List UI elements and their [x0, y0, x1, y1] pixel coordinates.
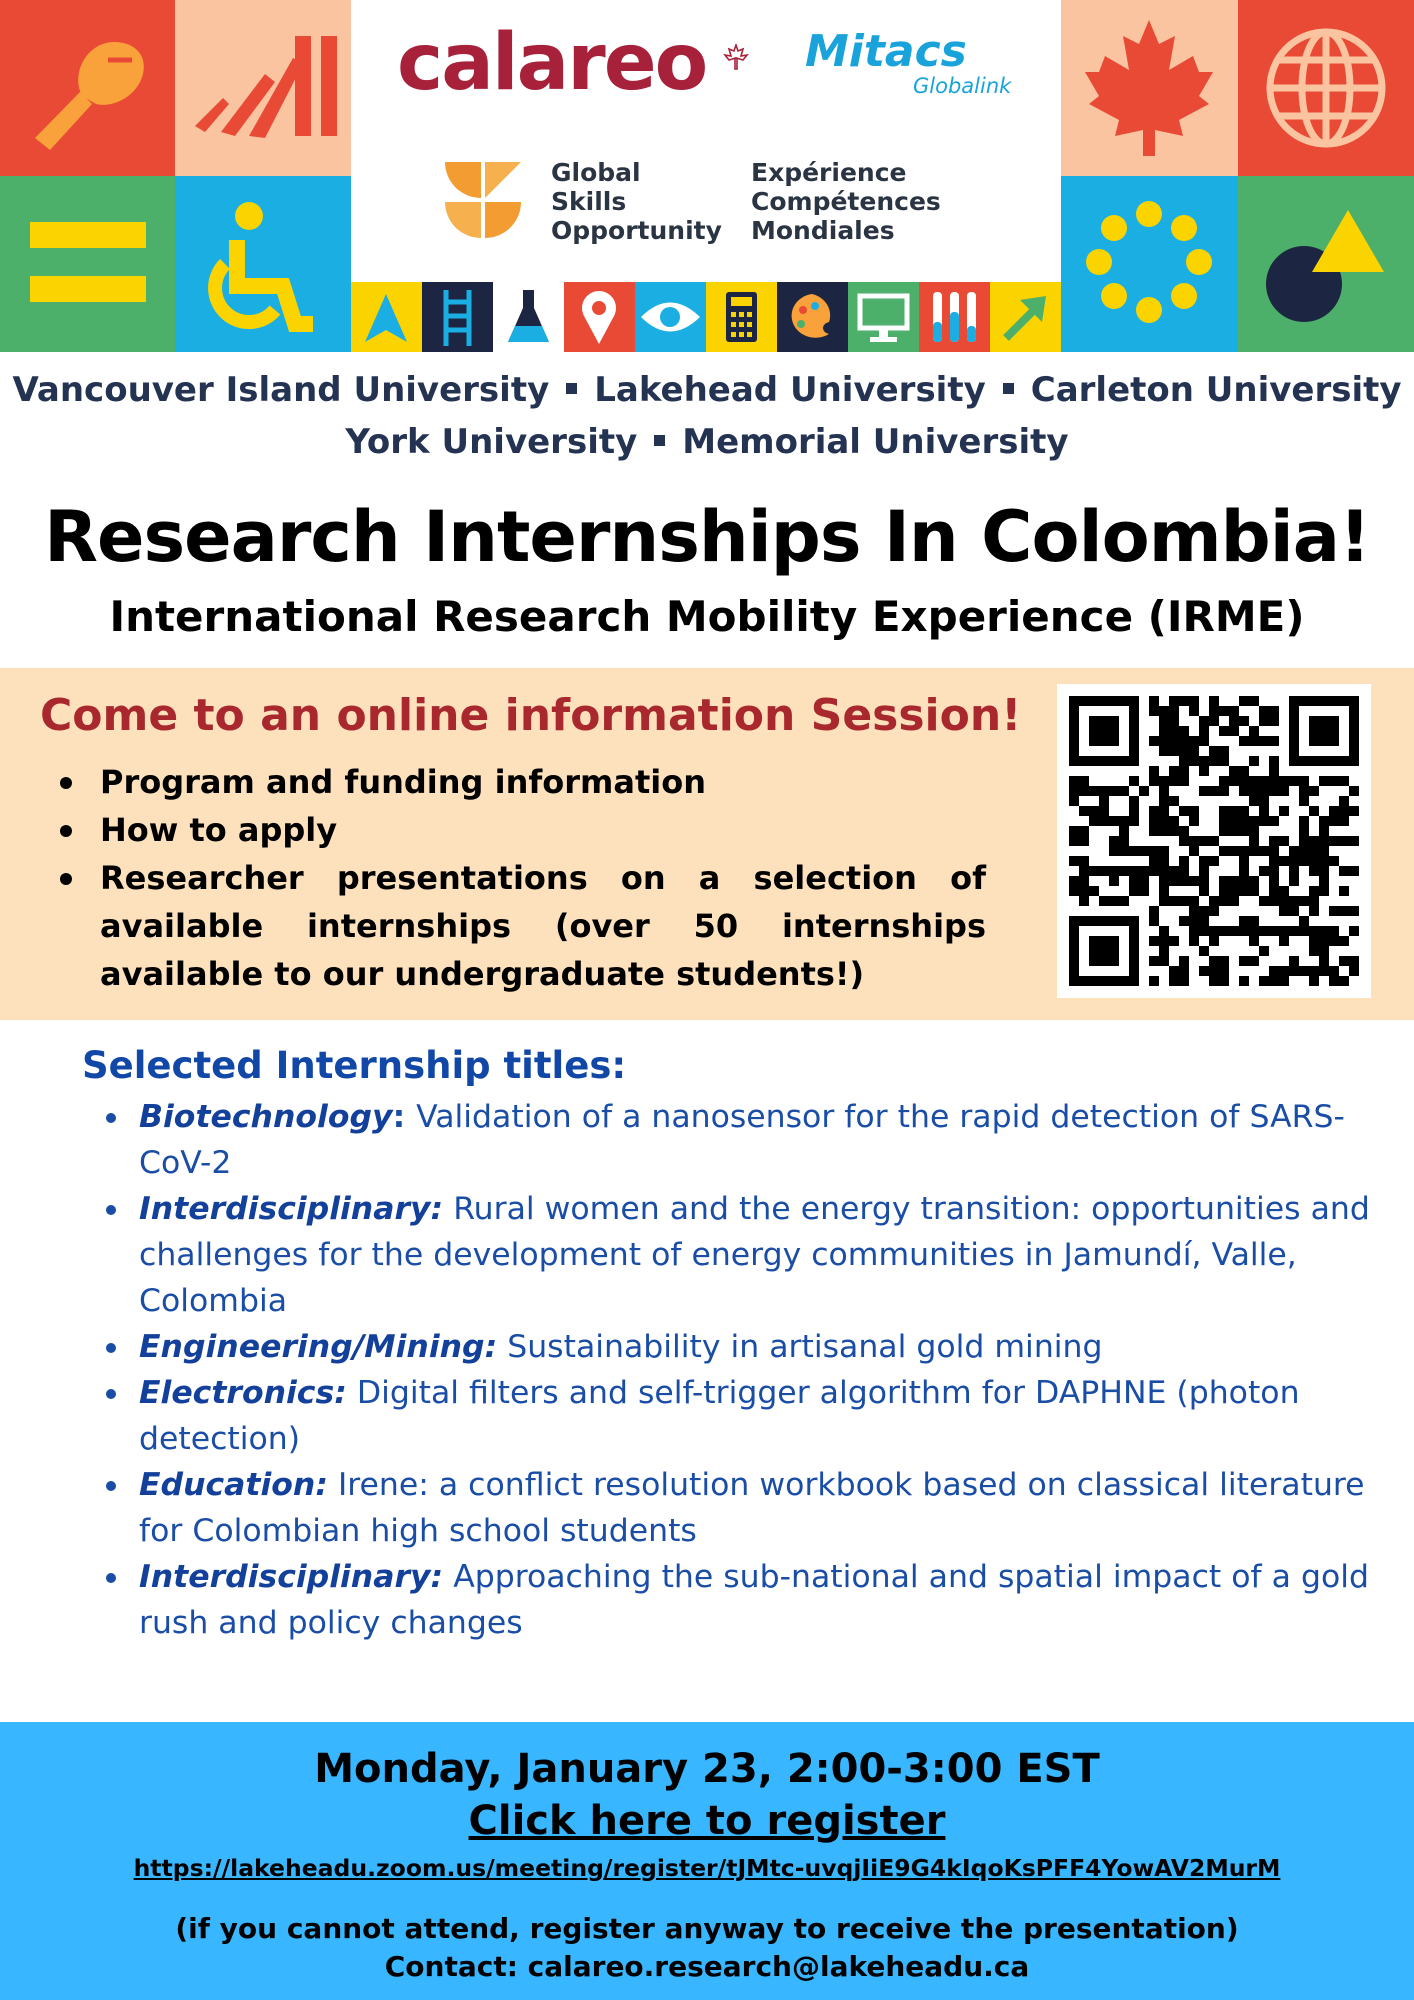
eye-icon [635, 282, 706, 352]
university-name: York University [345, 422, 638, 462]
logo-panel [351, 0, 1061, 282]
ladder-icon [422, 282, 493, 352]
gso-french-text: Expérience Compétences Mondiales [751, 158, 941, 245]
university-name: Memorial University [682, 422, 1069, 462]
globe-icon [1238, 0, 1414, 176]
list-item: Program and funding information [56, 758, 986, 806]
arrow-diagonal-icon [990, 282, 1061, 352]
internship-title: Digital filters and self-trigger algorithm for DAPHNE (photon detection) [139, 1375, 1300, 1457]
university-name: Vancouver Island University [12, 370, 550, 410]
university-name: Lakehead University [594, 370, 986, 410]
university-name: Carleton University [1030, 370, 1402, 410]
mitacs-logo: Mitacs [805, 26, 967, 77]
attendance-note: (if you cannot attend, register anyway to receive the presentation) [175, 1912, 1239, 1945]
separator-square [654, 435, 665, 446]
registration-qr-code[interactable] [1057, 684, 1371, 998]
shapes-icon [1238, 176, 1414, 352]
internship-item [102, 1186, 1372, 1324]
monitor-icon [848, 282, 919, 352]
registration-footer [0, 1722, 1414, 2000]
internship-title: Approaching the sub-national and spatial impact of a gold rush and policy changes [139, 1559, 1369, 1641]
internships-heading: Selected Internship titles: [82, 1044, 627, 1087]
header-banner [0, 0, 1414, 352]
accessibility-icon [175, 176, 351, 352]
page-subtitle: International Research Mobility Experience (IRME) [109, 592, 1305, 641]
maple-leaf-icon [1061, 0, 1238, 176]
internship-item [102, 1462, 1372, 1554]
palette-icon [777, 282, 848, 352]
internship-title: Sustainability in artisanal gold mining [507, 1329, 1103, 1365]
universities-line-1 [0, 364, 1414, 416]
separator-square [566, 383, 577, 394]
arrow-up-icon [351, 282, 422, 352]
internship-field: Interdisciplinary: [139, 1191, 444, 1227]
icon-strip [351, 282, 1061, 352]
partner-universities [0, 364, 1414, 468]
contact-email[interactable]: Contact: calareo.research@lakeheadu.ca [384, 1950, 1030, 1983]
separator-square [1003, 383, 1014, 394]
test-tubes-icon [919, 282, 990, 352]
internship-title: Irene: a conflict resolution workbook based on classical literature for Colombian high school students [139, 1467, 1365, 1549]
internship-title: Rural women and the energy transition: opportunities and challenges for the development of energy communities in Jamundí, Valle, Colombia [139, 1191, 1370, 1319]
qr-code-icon [1069, 696, 1359, 986]
page-title: Research Internships In Colombia! [44, 496, 1370, 578]
list-item: How to apply [56, 806, 986, 854]
dot-circle-icon [1061, 176, 1238, 352]
mitacs-globalink: Globalink [913, 74, 1012, 98]
internship-item [102, 1554, 1372, 1646]
register-url-text[interactable]: https://lakeheadu.zoom.us/meeting/register/tJMtc-uvqjIiE9G4kIqoKsPFF4YowAV2MurM [133, 1854, 1281, 1882]
gso-english-text: Global Skills Opportunity [551, 158, 722, 245]
info-session-panel [0, 668, 1414, 1020]
internship-field: Interdisciplinary: [139, 1559, 444, 1595]
internship-field: Biotechnology [139, 1099, 393, 1135]
session-date: Monday, January 23, 2:00-3:00 EST [314, 1746, 1100, 1792]
bar-growth-icon [175, 0, 351, 176]
info-session-list [56, 758, 986, 998]
internship-title: Validation of a nanosensor for the rapid detection of SARS-CoV-2 [139, 1099, 1345, 1181]
flask-icon [493, 282, 564, 352]
equals-icon [0, 176, 175, 352]
calareo-logo: calareo [397, 18, 707, 108]
universities-line-2 [0, 416, 1414, 468]
register-url[interactable] [0, 1854, 1414, 1882]
internship-field: Engineering/Mining: [139, 1329, 498, 1365]
internship-item: Biotechnology: Validation of a nanosensor for the rapid detection of SARS-CoV-2 [102, 1094, 1372, 1186]
internship-item [102, 1324, 1372, 1370]
internship-list [102, 1094, 1372, 1646]
gso-logo-icon [443, 160, 523, 240]
info-session-heading: Come to an online information Session! [40, 690, 1022, 741]
location-pin-icon [564, 282, 635, 352]
register-link-label[interactable]: Click here to register [468, 1798, 946, 1844]
internship-field: Electronics: [139, 1375, 347, 1411]
list-item: Researcher presentations on a selection of available internships (over 50 internships available to our undergraduate students!) [56, 854, 986, 998]
calculator-icon [706, 282, 777, 352]
register-link[interactable] [0, 1798, 1414, 1844]
internship-field: Education: [139, 1467, 328, 1503]
internship-item [102, 1370, 1372, 1462]
maple-leaf-icon [723, 44, 749, 70]
fist-icon [0, 0, 175, 176]
